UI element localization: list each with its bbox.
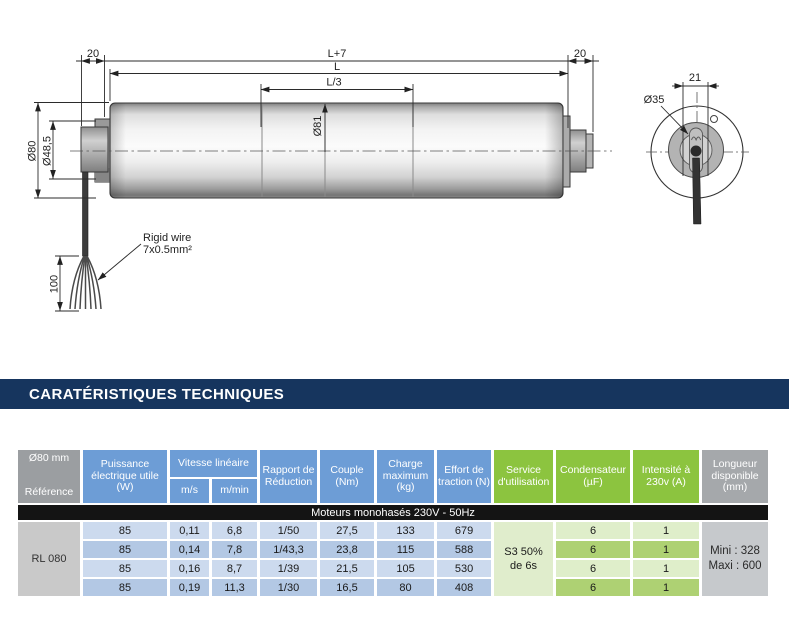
cell-effort: 588 [437, 541, 491, 558]
cell-intensite: 1 [633, 522, 699, 539]
wire-label-line1: Rigid wire [143, 232, 192, 244]
header-couple: Couple (Nm) [320, 450, 374, 503]
header-vitesse-group: Vitesse linéaire [170, 450, 257, 477]
cell-ms: 0,19 [170, 579, 209, 596]
cell-puissance: 85 [83, 560, 167, 577]
dim-label-21: 21 [688, 72, 702, 84]
cell-charge: 80 [377, 579, 434, 596]
cell-mmin: 6,8 [212, 522, 257, 539]
end-view-hole [711, 116, 718, 123]
cell-rapport: 1/30 [260, 579, 317, 596]
cell-condensateur: 6 [556, 560, 630, 577]
header-effort: Effort de traction (N) [437, 450, 491, 503]
cell-charge: 115 [377, 541, 434, 558]
cell-rapport: 1/39 [260, 560, 317, 577]
dim-label-20-left: 20 [86, 48, 100, 60]
header-mmin: m/min [212, 479, 257, 503]
reference-cell: RL 080 [18, 522, 80, 596]
cell-puissance: 85 [83, 541, 167, 558]
cell-mmin: 11,3 [212, 579, 257, 596]
motor-group-label: Moteurs monohasés 230V - 50Hz [18, 505, 768, 520]
cable-wires [70, 256, 101, 309]
dim-label-d485: Ø48,5 [41, 136, 54, 166]
spec-table [15, 448, 771, 598]
section-title: CARATÉRISTIQUES TECHNIQUES [29, 385, 285, 403]
dim-label-d35: Ø35 [643, 94, 665, 106]
cell-rapport: 1/43,3 [260, 541, 317, 558]
cell-mmin: 7,8 [212, 541, 257, 558]
cell-condensateur: 6 [556, 522, 630, 539]
dim-label-d81: Ø81 [312, 115, 324, 137]
table-row [18, 522, 768, 539]
cell-condensateur: 6 [556, 579, 630, 596]
table-row [18, 579, 768, 596]
cell-intensite: 1 [633, 579, 699, 596]
dim-label-l3: L/3 [326, 76, 342, 89]
cell-puissance: 85 [83, 522, 167, 539]
header-longueur: Longueur disponible (mm) [702, 450, 768, 503]
service-cell: S3 50% de 6s [494, 522, 553, 596]
end-view [644, 72, 749, 224]
cell-couple: 23,8 [320, 541, 374, 558]
cell-puissance: 85 [83, 579, 167, 596]
cable [70, 172, 101, 309]
cell-couple: 16,5 [320, 579, 374, 596]
header-rapport: Rapport de Réduction [260, 450, 317, 503]
header-condensateur: Condensateur (µF) [556, 450, 630, 503]
longueur-cell: Mini : 328 Maxi : 600 [702, 522, 768, 596]
header-charge: Charge maximum (kg) [377, 450, 434, 503]
dim-label-20-right: 20 [573, 48, 587, 60]
header-intensite: Intensité à 230v (A) [633, 450, 699, 503]
end-view-cable [693, 158, 702, 224]
cell-effort: 530 [437, 560, 491, 577]
cell-condensateur: 6 [556, 541, 630, 558]
cell-charge: 133 [377, 522, 434, 539]
cell-rapport: 1/50 [260, 522, 317, 539]
cell-ms: 0,11 [170, 522, 209, 539]
cell-mmin: 8,7 [212, 560, 257, 577]
header-ms: m/s [170, 479, 209, 503]
wire-label-line2: 7x0.5mm² [143, 244, 192, 256]
header-service: Service d'utilisation [494, 450, 553, 503]
cell-couple: 21,5 [320, 560, 374, 577]
cell-intensite: 1 [633, 560, 699, 577]
header-puissance: Puissance électrique utile (W) [83, 450, 167, 503]
table-row [18, 541, 768, 558]
cell-ms: 0,16 [170, 560, 209, 577]
table-row [18, 560, 768, 577]
dim-label-l: L [333, 61, 341, 73]
header-reference: Ø80 mm Référence [18, 450, 80, 503]
section-title-bar [0, 379, 789, 409]
dim-label-100: 100 [48, 274, 61, 294]
dim-label-l7: L+7 [327, 48, 347, 60]
cell-intensite: 1 [633, 541, 699, 558]
cell-couple: 27,5 [320, 522, 374, 539]
dim-label-d80: Ø80 [26, 140, 39, 162]
cell-effort: 408 [437, 579, 491, 596]
right-end-cap [563, 116, 593, 187]
cell-ms: 0,14 [170, 541, 209, 558]
roller-tube [110, 103, 563, 198]
cell-effort: 679 [437, 522, 491, 539]
cell-charge: 105 [377, 560, 434, 577]
